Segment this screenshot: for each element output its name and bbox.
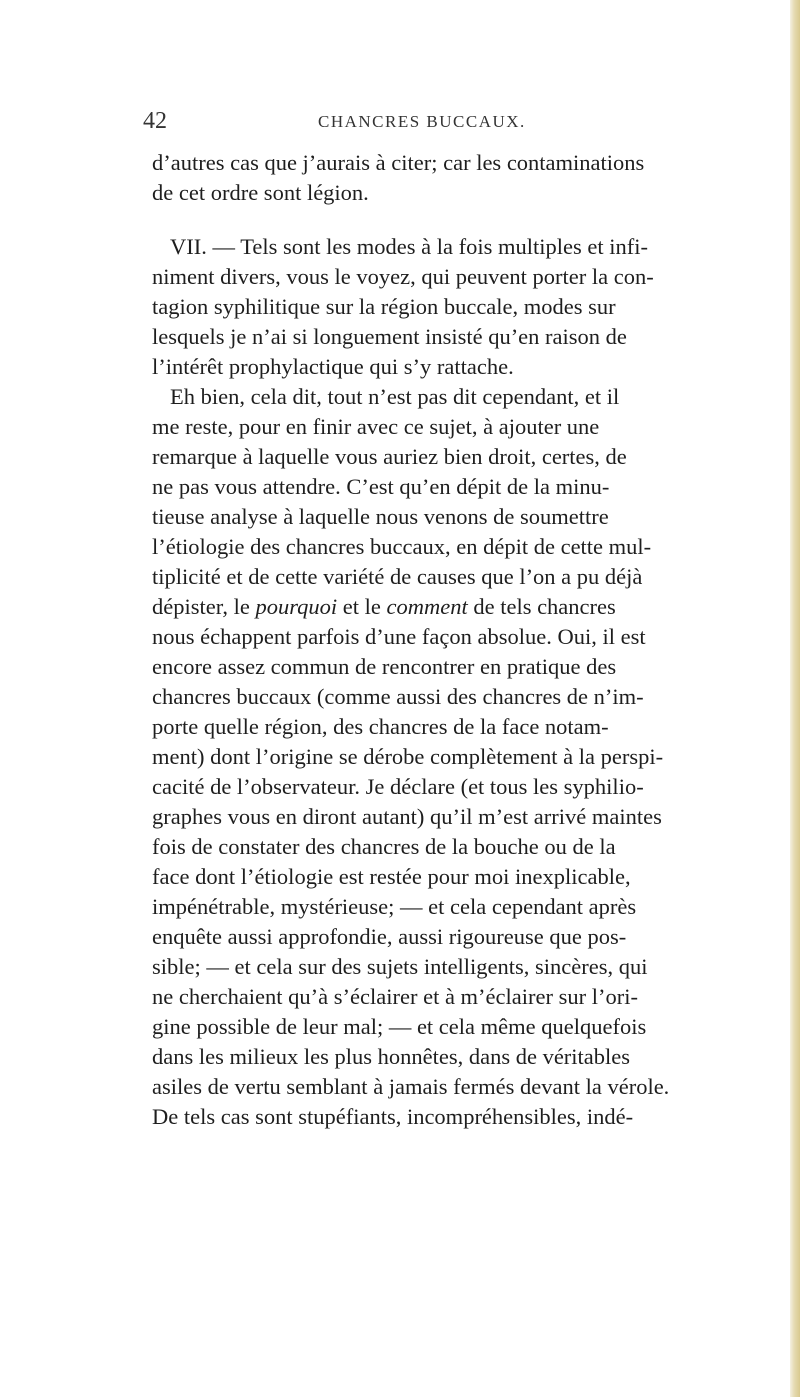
text-line: face dont l’étiologie est restée pour moi inexplicable, xyxy=(152,864,631,889)
text-line: porte quelle région, des chancres de la face notam- xyxy=(152,714,609,739)
text-line: ne pas vous attendre. C’est qu’en dépit de la minu- xyxy=(152,474,610,499)
text-segment: de tels chancres xyxy=(467,594,616,619)
text-line: sible; — et cela sur des sujets intelligents, sincères, qui xyxy=(152,954,648,979)
page-header xyxy=(0,105,800,137)
text-line: de cet ordre sont légion. xyxy=(152,180,369,205)
running-title: CHANCRES BUCCAUX. xyxy=(318,112,526,131)
text-line: tiplicité et de cette variété de causes que l’on a pu déjà xyxy=(152,564,643,589)
text-line: chancres buccaux (comme aussi des chancres de n’im- xyxy=(152,684,644,709)
text-line: l’intérêt prophylactique qui s’y rattache. xyxy=(152,354,514,379)
text-line: d’autres cas que j’aurais à citer; car les contaminations xyxy=(152,150,645,175)
text-line: nous échappent parfois d’une façon absolue. Oui, il est xyxy=(152,624,646,649)
text-line: remarque à laquelle vous auriez bien droit, certes, de xyxy=(152,444,627,469)
text-line: ment) dont l’origine se dérobe complètement à la perspi- xyxy=(152,744,664,769)
text-line: tieuse analyse à laquelle nous venons de soumettre xyxy=(152,504,609,529)
text-segment: dépister, le xyxy=(152,594,256,619)
paragraph-gap xyxy=(152,208,792,232)
italic-word: pourquoi xyxy=(255,594,338,619)
italic-word: comment xyxy=(386,594,468,619)
text-line: gine possible de leur mal; — et cela même quelquefois xyxy=(152,1014,647,1039)
text-line: De tels cas sont stupéfiants, incompréhensibles, indé- xyxy=(152,1104,634,1129)
text-line: cacité de l’observateur. Je déclare (et tous les syphilio- xyxy=(152,774,644,799)
text-line: l’étiologie des chancres buccaux, en dépit de cette mul- xyxy=(152,534,652,559)
text-line: niment divers, vous le voyez, qui peuvent porter la con- xyxy=(152,264,654,289)
text-line: me reste, pour en finir avec ce sujet, à ajouter une xyxy=(152,414,600,439)
text-line: enquête aussi approfondie, aussi rigoureuse que pos- xyxy=(152,924,627,949)
text-segment: et le xyxy=(337,594,387,619)
text-line: ne cherchaient qu’à s’éclairer et à m’éclairer sur l’ori- xyxy=(152,984,638,1009)
text-line: impénétrable, mystérieuse; — et cela cependant après xyxy=(152,894,637,919)
text-line: encore assez commun de rencontrer en pratique des xyxy=(152,654,617,679)
text-line: lesquels je n’ai si longuement insisté qu’en raison de xyxy=(152,324,627,349)
body-text xyxy=(152,148,792,1132)
text-line: graphes vous en diront autant) qu’il m’est arrivé maintes xyxy=(152,804,662,829)
text-line: tagion syphilitique sur la région buccale, modes sur xyxy=(152,294,616,319)
text-line: fois de constater des chancres de la bouche ou de la xyxy=(152,834,616,859)
text-line: VII. — Tels sont les modes à la fois multiples et infi- xyxy=(170,234,648,259)
text-line-with-italics xyxy=(152,592,792,622)
text-line: Eh bien, cela dit, tout n’est pas dit cependant, et il xyxy=(170,384,620,409)
text-line: asiles de vertu semblant à jamais fermés devant la vérole. xyxy=(152,1074,670,1099)
page-edge-shadow xyxy=(790,0,800,1397)
page-number: 42 xyxy=(143,108,167,134)
text-line: dans les milieux les plus honnêtes, dans de véritables xyxy=(152,1044,631,1069)
